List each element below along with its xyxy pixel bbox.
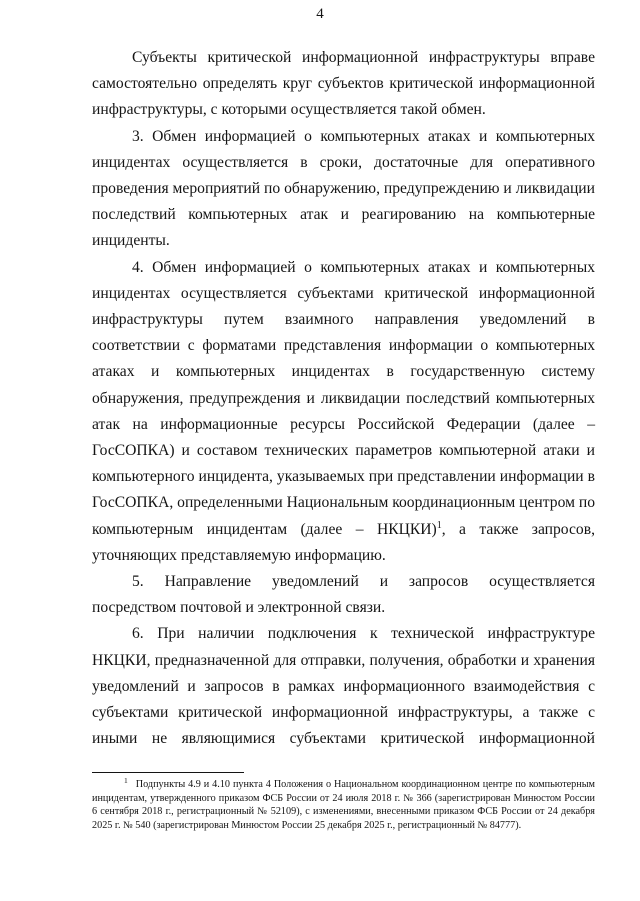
paragraph-4-text-b: , а также запросов, уточняющих представляемую информацию. [92, 520, 595, 564]
paragraph-4 [92, 255, 595, 569]
page-number: 4 [316, 6, 324, 22]
paragraph-continuation: Субъекты критической информационной инфраструктуры вправе самостоятельно определять круг субъектов критической информационной инфраструктуры, с которыми осуществляется такой обмен. [92, 49, 595, 119]
footnote [92, 775, 595, 832]
footnote-text: Подпункты 4.9 и 4.10 пункта 4 Положения о Национальном координационном центре по компьютерным инцидентам, утвержденного приказом ФСБ России от 24 июля 2018 г. № 366 (зарегистрирован Минюстом России 6 сентября 2018 г., регистрационный № 52109), с изменениями, внесенными приказом ФСБ России от 24 декабря 2025 г. № 540 (зарегистрирован Минюстом России 25 декабря 2025 г., регистрационный № 84777). [92, 779, 595, 831]
paragraph-6: 6. При наличии подключения к технической инфраструктуре НКЦКИ, предназначенной для отправки, получения, обработки и хранения уведомлений и запросов в рамках информационного взаимодействия с субъектами критической информационной инфраструктуры, а также с иными не являющимися субъектами критической информационной [92, 625, 595, 748]
footnote-divider [92, 772, 244, 773]
paragraph-4-text-a: 4. Обмен информацией о компьютерных атаках и компьютерных инцидентах осуществляется субъектами критической информационной инфраструктуры путем взаимного направления уведомлений в соответствии с форматами представления информации о компьютерных атаках и компьютерных инцидентах в государственную систему обнаружения, предупреждения и ликвидации последствий компьютерных атак на информационные ресурсы Российской Федерации (далее – ГосСОПКА) и составом технических параметров компьютерной атаки и компьютерного инцидента, указываемых при представлении информации в ГосСОПКА, определенными Национальным координационным центром по компьютерным инцидентам (далее – НКЦКИ) [92, 258, 595, 538]
document-body [92, 45, 595, 752]
footnote-reference: 1 [436, 519, 442, 531]
footnote-mark: 1 [124, 775, 128, 785]
paragraph-5: 5. Направление уведомлений и запросов осуществляется посредством почтовой и электронной связи. [92, 573, 595, 617]
paragraph-3: 3. Обмен информацией о компьютерных атаках и компьютерных инцидентах осуществляется в сроки, достаточные для оперативного проведения мероприятий по обнаружению, предупреждению и ликвидации последствий компьютерных атак и реагированию на компьютерные инциденты. [92, 127, 595, 250]
